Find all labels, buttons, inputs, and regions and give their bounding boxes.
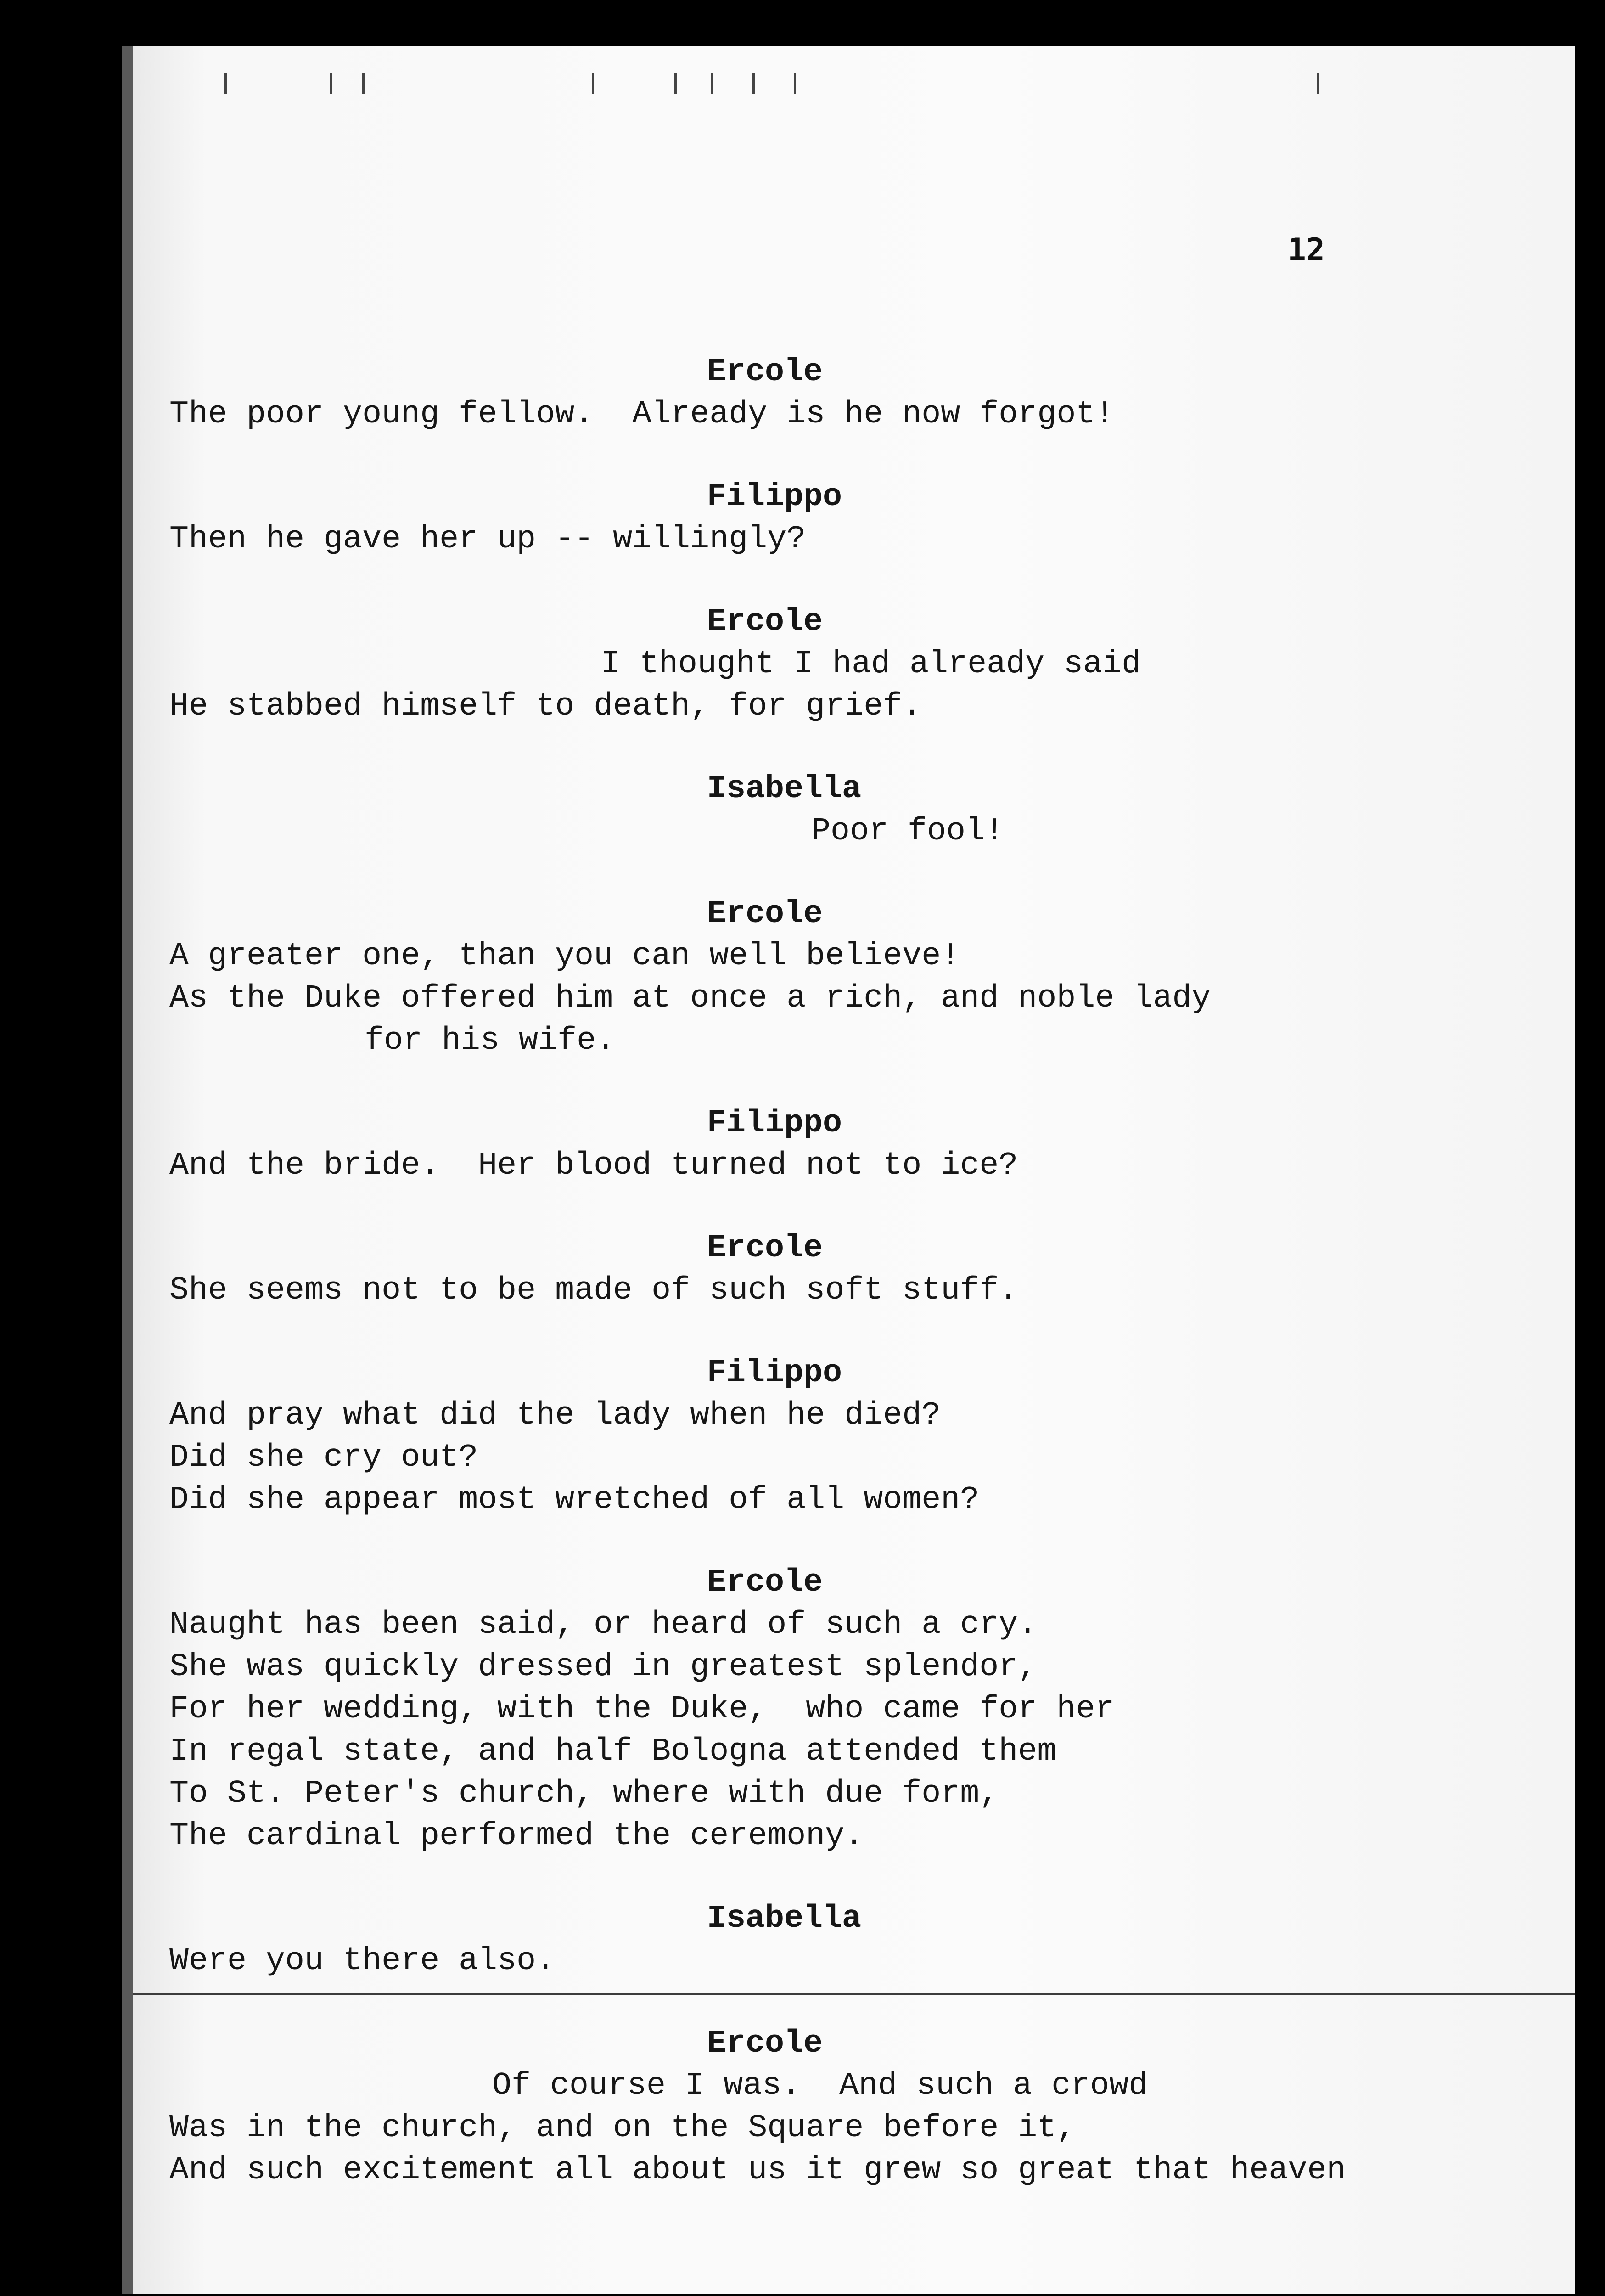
- block-gap: [169, 1187, 1547, 1227]
- block-gap: [169, 853, 1547, 893]
- dialogue-line: She seems not to be made of such soft stuff.: [169, 1272, 1018, 1309]
- scan-border: [0, 0, 138, 2296]
- speaker-name: Isabella: [707, 1901, 862, 1937]
- dialogue-line: She was quickly dressed in greatest splendor,: [169, 1649, 1038, 1685]
- dialogue-line: Were you there also.: [169, 1943, 556, 1979]
- speaker-name: Ercole: [707, 1564, 823, 1601]
- edge-mark: [224, 73, 227, 94]
- dialogue-line: for his wife.: [365, 1023, 616, 1059]
- block-gap: [169, 1982, 1547, 2023]
- edge-mark: [362, 73, 365, 94]
- speaker-name: Ercole: [707, 604, 823, 640]
- typescript-page: [122, 46, 1575, 2294]
- page-number: 12: [1287, 232, 1325, 268]
- edge-mark: [711, 73, 713, 94]
- dialogue-line: Of course I was. And such a crowd: [492, 2068, 1148, 2104]
- edge-mark: [592, 73, 594, 94]
- speaker-name: Ercole: [707, 2026, 823, 2062]
- block-gap: [169, 1312, 1547, 1352]
- top-edge-marks: [133, 55, 1575, 110]
- edge-mark: [674, 73, 677, 94]
- edge-mark: [330, 73, 332, 94]
- block-gap: [169, 561, 1547, 601]
- block-gap: [169, 1857, 1547, 1898]
- dialogue-line: And such excitement all about us it grew so great that heaven: [169, 2152, 1346, 2189]
- dialogue-line: And the bride. Her blood turned not to ice?: [169, 1148, 1018, 1184]
- dialogue-line: Did she cry out?: [169, 1440, 478, 1476]
- dialogue-line: I thought I had already said: [601, 646, 1141, 682]
- dialogue-line: In regal state, and half Bologna attended them: [169, 1733, 1057, 1770]
- dialogue-line: Then he gave her up -- willingly?: [169, 521, 806, 557]
- speaker-name: Ercole: [707, 354, 823, 390]
- scan-fold-line: [133, 1993, 1575, 1995]
- block-gap: [169, 436, 1547, 476]
- dialogue-line: As the Duke offered him at once a rich, and noble lady: [169, 980, 1211, 1017]
- speaker-name: Filippo: [707, 479, 842, 515]
- speaker-name: Filippo: [707, 1355, 842, 1391]
- script-body: [169, 351, 1547, 2192]
- dialogue-line: Poor fool!: [811, 813, 1005, 850]
- dialogue-line: The poor young fellow. Already is he now forgot!: [169, 396, 1115, 433]
- speaker-name: Filippo: [707, 1105, 842, 1142]
- dialogue-line: Naught has been said, or heard of such a cry.: [169, 1607, 1038, 1643]
- speaker-name: Ercole: [707, 1230, 823, 1266]
- dialogue-line: And pray what did the lady when he died?: [169, 1397, 941, 1434]
- edge-mark: [794, 73, 796, 94]
- block-gap: [169, 1062, 1547, 1103]
- block-gap: [169, 1521, 1547, 1562]
- dialogue-line: For her wedding, with the Duke, who came for her: [169, 1691, 1115, 1728]
- edge-mark: [1317, 73, 1319, 94]
- dialogue-line: A greater one, than you can well believe!: [169, 938, 960, 974]
- speaker-name: Isabella: [707, 771, 862, 807]
- dialogue-line: He stabbed himself to death, for grief.: [169, 688, 922, 725]
- dialogue-line: The cardinal performed the ceremony.: [169, 1818, 864, 1854]
- dialogue-line: To St. Peter's church, where with due form,: [169, 1776, 999, 1812]
- dialogue-line: Did she appear most wretched of all women?: [169, 1482, 980, 1518]
- edge-mark: [752, 73, 755, 94]
- speaker-name: Ercole: [707, 896, 823, 932]
- block-gap: [169, 728, 1547, 768]
- dialogue-line: Was in the church, and on the Square before it,: [169, 2110, 1076, 2146]
